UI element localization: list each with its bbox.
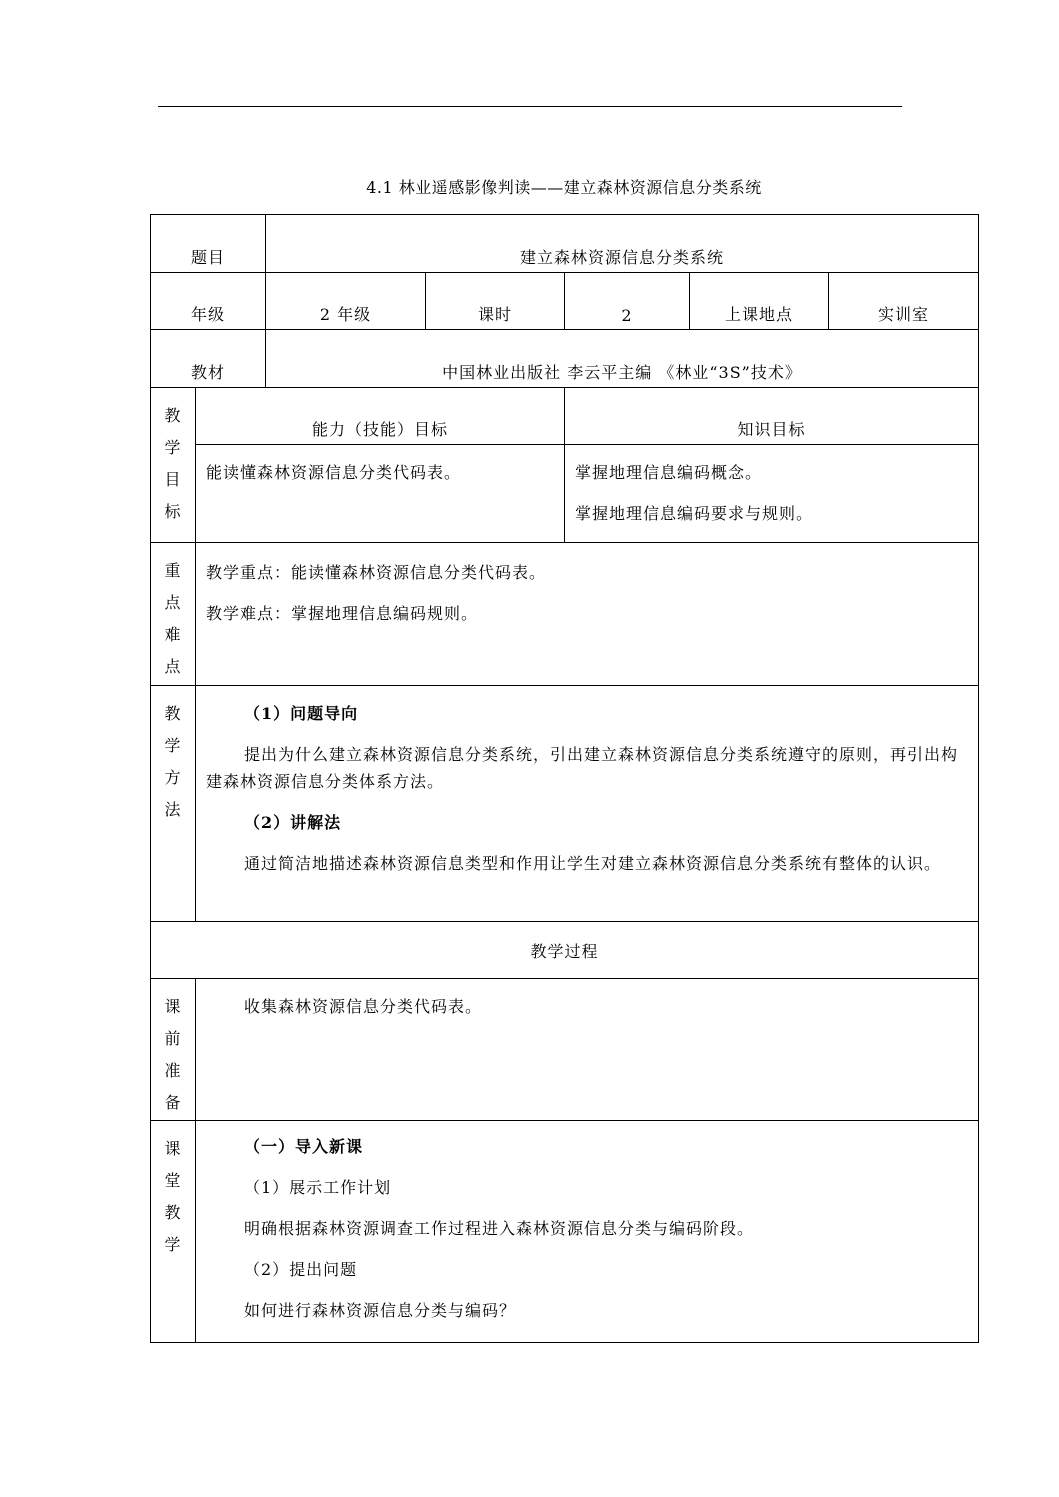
ability-header: 能力（技能）目标 — [196, 388, 565, 445]
preparation-text: 收集森林资源信息分类代码表。 — [244, 997, 483, 1016]
teaching-difficulty: 教学难点：掌握地理信息编码规则。 — [206, 604, 479, 623]
classroom-step-2-text: 如何进行森林资源信息分类与编码？ — [244, 1301, 517, 1320]
key-points-content — [196, 543, 979, 686]
classroom-label: 课 堂 教 学 — [151, 1121, 196, 1343]
process-header: 教学过程 — [151, 922, 979, 979]
grade-label: 年级 — [151, 273, 266, 330]
row-methods — [151, 686, 979, 922]
textbook-label: 教材 — [151, 330, 266, 388]
knowledge-items — [565, 445, 979, 543]
classroom-step-1: （1）展示工作计划 — [244, 1178, 392, 1197]
methods-content — [196, 686, 979, 922]
row-objectives-header — [151, 388, 979, 445]
hours-label: 课时 — [426, 273, 565, 330]
document-title: 4.1 林业遥感影像判读——建立森林资源信息分类系统 — [366, 178, 762, 197]
row-topic — [151, 215, 979, 273]
ability-item: 能读懂森林资源信息分类代码表。 — [206, 463, 462, 482]
row-classroom — [151, 1121, 979, 1343]
method-1-text: 提出为什么建立森林资源信息分类系统，引出建立森林资源信息分类系统遵守的原则，再引出构建森林资源信息分类体系方法。 — [206, 745, 959, 791]
lesson-plan-table — [150, 214, 979, 1343]
method-1-heading: （1）问题导向 — [244, 704, 359, 723]
method-2-text: 通过简洁地描述森林资源信息类型和作用让学生对建立森林资源信息分类系统有整体的认识。 — [244, 854, 942, 873]
methods-label: 教 学 方 法 — [151, 686, 196, 922]
textbook-value: 中国林业出版社 李云平主编 《林业“3S”技术》 — [266, 330, 979, 388]
knowledge-item: 掌握地理信息编码概念。 — [575, 463, 763, 482]
classroom-step-1-text: 明确根据森林资源调查工作过程进入森林资源信息分类与编码阶段。 — [244, 1219, 755, 1238]
row-preparation — [151, 979, 979, 1121]
key-points-label: 重 点 难 点 — [151, 543, 196, 686]
place-value: 实训室 — [829, 273, 979, 330]
row-objectives-content — [151, 445, 979, 543]
classroom-heading: （一）导入新课 — [244, 1137, 364, 1156]
knowledge-header: 知识目标 — [565, 388, 979, 445]
place-label: 上课地点 — [690, 273, 829, 330]
row-textbook — [151, 330, 979, 388]
preparation-label: 课 前 准 备 — [151, 979, 196, 1121]
ability-items — [196, 445, 565, 543]
preparation-content — [196, 979, 979, 1121]
topic-label: 题目 — [151, 215, 266, 273]
row-grade — [151, 273, 979, 330]
row-process-header — [151, 922, 979, 979]
hours-value: 2 — [565, 273, 690, 330]
row-key-points — [151, 543, 979, 686]
grade-value: 2 年级 — [266, 273, 426, 330]
teaching-focus: 教学重点：能读懂森林资源信息分类代码表。 — [206, 563, 547, 582]
knowledge-item: 掌握地理信息编码要求与规则。 — [575, 504, 814, 523]
classroom-content — [196, 1121, 979, 1343]
topic-value: 建立森林资源信息分类系统 — [266, 215, 979, 273]
classroom-step-2: （2）提出问题 — [244, 1260, 358, 1279]
header-rule — [158, 106, 902, 107]
method-2-heading: （2）讲解法 — [244, 813, 342, 832]
objectives-label: 教 学 目 标 — [151, 388, 196, 543]
